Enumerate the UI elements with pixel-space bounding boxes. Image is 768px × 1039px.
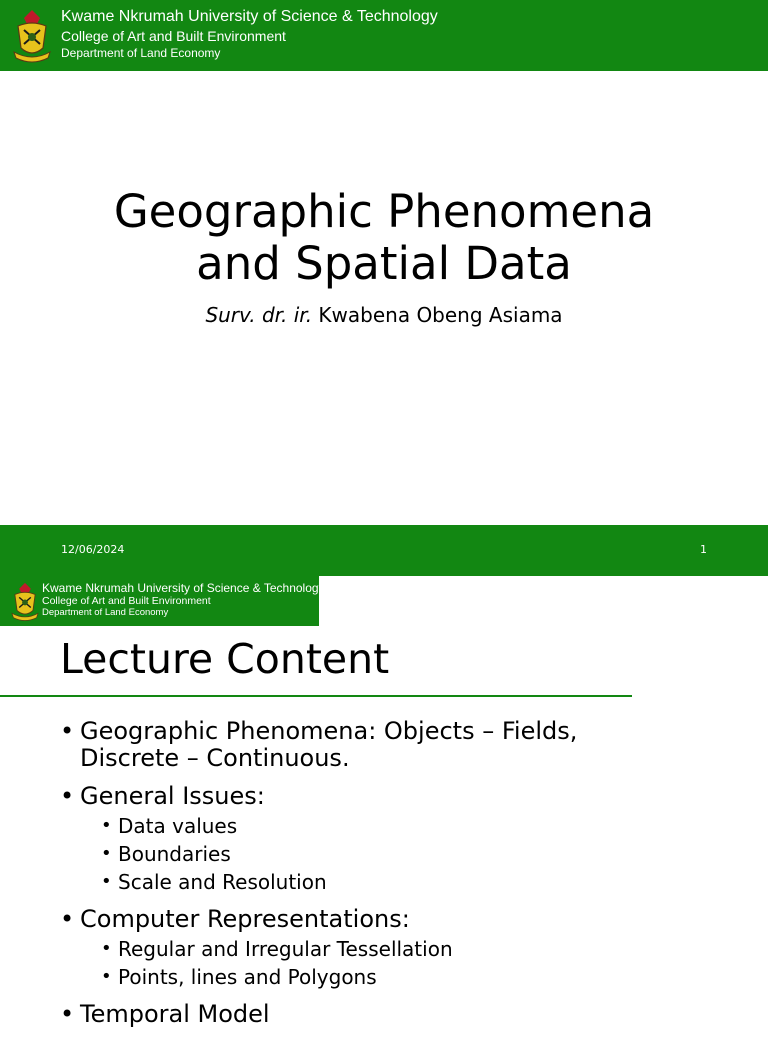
list-item xyxy=(60,718,700,772)
author-name: Kwabena Obeng Asiama xyxy=(312,303,563,327)
lecture-content-list xyxy=(60,718,700,1039)
slide-title-line2: and Spatial Data xyxy=(196,237,572,290)
sub-list-item: • Data values xyxy=(60,812,700,840)
header-department-name: Department of Land Economy xyxy=(42,607,169,618)
slide-title-line1: Geographic Phenomena xyxy=(113,185,655,238)
list-item-line: Discrete – Continuous. xyxy=(80,744,350,772)
list-item: • General Issues: xyxy=(60,783,700,810)
slide-author xyxy=(0,303,768,327)
header-college-name: College of Art and Built Environment xyxy=(42,595,211,607)
author-title-prefix: Surv. dr. ir. xyxy=(205,303,313,327)
header-university-name: Kwame Nkrumah University of Science & Technology xyxy=(61,8,438,25)
header-department-name: Department of Land Economy xyxy=(61,46,221,60)
header-college-name: College of Art and Built Environment xyxy=(61,28,286,44)
sub-list-item: • Boundaries xyxy=(60,840,700,868)
slide-date: 12/06/2024 xyxy=(61,543,125,556)
list-item: • Computer Representations: xyxy=(60,906,700,933)
slide-title xyxy=(0,186,768,290)
university-crest-logo xyxy=(8,580,42,622)
university-crest-logo xyxy=(10,6,54,64)
lecture-content-title: Lecture Content xyxy=(60,635,390,683)
list-item-line: • Geographic Phenomena: Objects – Fields, xyxy=(80,717,578,745)
sub-list-item: • Scale and Resolution xyxy=(60,868,700,896)
list-item: • Temporal Model xyxy=(60,1001,700,1028)
sub-list-item: • Regular and Irregular Tessellation xyxy=(60,935,700,963)
title-divider xyxy=(0,695,632,697)
slide-page-number: 1 xyxy=(700,543,707,556)
sub-list xyxy=(60,935,700,991)
sub-list xyxy=(60,812,700,896)
sub-list-item: • Points, lines and Polygons xyxy=(60,963,700,991)
header-university-name: Kwame Nkrumah University of Science & Technology xyxy=(42,581,325,595)
